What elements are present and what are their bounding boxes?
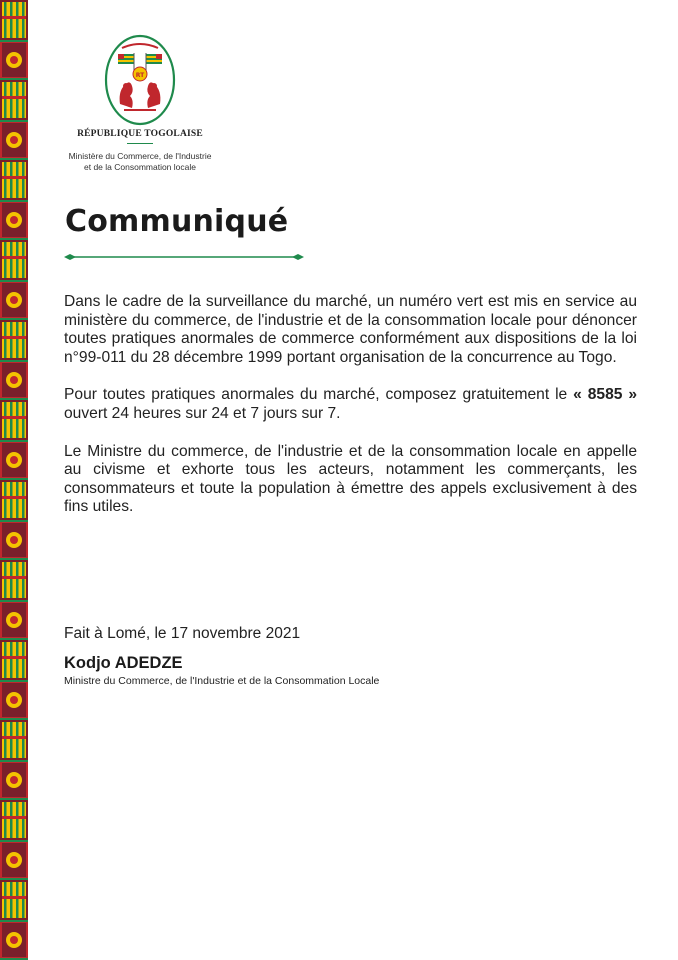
border-motif [0, 560, 28, 600]
republic-name: RÉPUBLIQUE TOGOLAISE [77, 129, 203, 139]
border-motif [0, 120, 28, 160]
signer-title: Ministre du Commerce, de l'Industrie et de la Consommation Locale [64, 675, 380, 687]
border-motif [0, 840, 28, 880]
paragraph-2 [64, 386, 637, 423]
border-motif [0, 680, 28, 720]
title-divider [64, 252, 304, 262]
border-motif [0, 920, 28, 960]
border-motif [0, 480, 28, 520]
border-pattern [0, 0, 28, 960]
paragraph-2-intro: Pour toutes pratiques anormales du marché, composez gratuitement le [64, 386, 574, 404]
paragraph-3: Le Ministre du commerce, de l'industrie et de la consommation locale en appelle au civisme et exhorte tous les acteurs, notamment les commerçants, les consommateurs et toute la population à émettre des appels exclusivement à des fins utiles. [64, 442, 637, 516]
communique-body [64, 293, 637, 536]
border-motif [0, 400, 28, 440]
page-title: Communiqué [65, 204, 289, 239]
border-motif [0, 280, 28, 320]
border-motif [0, 880, 28, 920]
green-number: « 8585 » [573, 386, 637, 404]
emblem-initials: RT [135, 72, 145, 79]
border-motif [0, 320, 28, 360]
decorative-border [0, 0, 28, 960]
paragraph-2-end: ouvert 24 heures sur 24 et 7 jours sur 7. [64, 404, 341, 422]
border-motif [0, 0, 28, 40]
border-motif [0, 760, 28, 800]
border-motif [0, 360, 28, 400]
border-motif [0, 520, 28, 560]
ministry-header [55, 151, 225, 173]
paragraph-1: Dans le cadre de la surveillance du marché, un numéro vert est mis en service au ministère du commerce, de l'industrie et de la consommation locale pour dénoncer toutes pratiques anormales de commerce conformément aux dispositions de la loi n°99-011 du 28 décembre 1999 portant organisation de la concurrence au Togo. [64, 293, 637, 366]
border-motif [0, 720, 28, 760]
signer-name: Kodjo ADEDZE [64, 654, 183, 672]
ministry-line-1: Ministère du Commerce, de l'Industrie [68, 151, 212, 161]
border-motif [0, 240, 28, 280]
ministry-line-2: et de la Consommation locale [84, 162, 196, 172]
border-motif [0, 200, 28, 240]
togo-coat-of-arms-icon [104, 34, 176, 126]
coat-of-arms [104, 34, 176, 126]
border-motif [0, 440, 28, 480]
border-motif [0, 640, 28, 680]
border-motif [0, 40, 28, 80]
place-date: Fait à Lomé, le 17 novembre 2021 [64, 625, 301, 642]
border-motif [0, 800, 28, 840]
republic-underline [127, 143, 153, 144]
border-motif [0, 160, 28, 200]
border-motif [0, 80, 28, 120]
border-motif [0, 600, 28, 640]
